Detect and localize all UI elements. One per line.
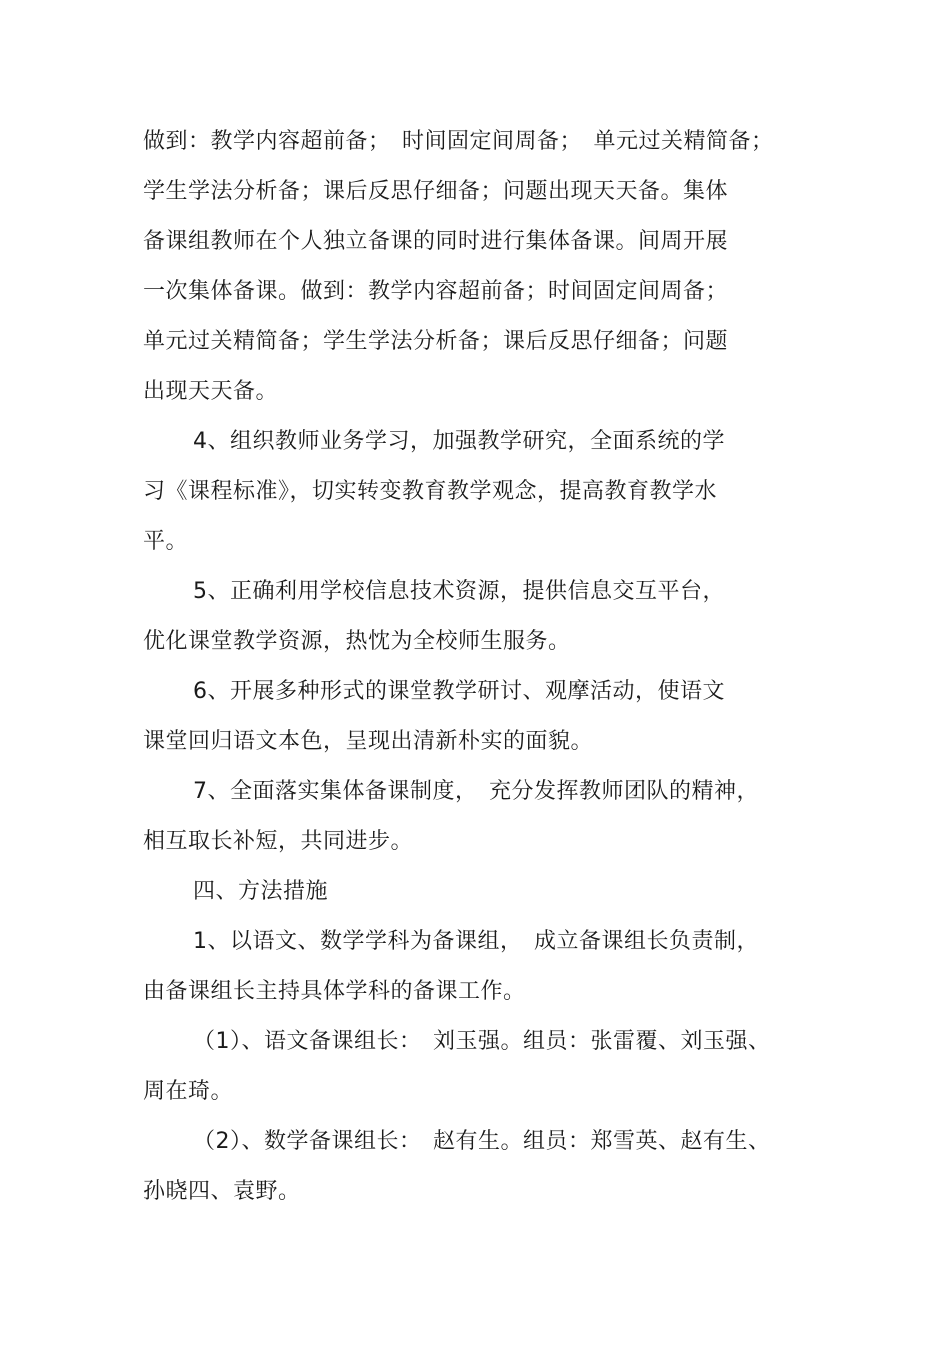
text-line: 做到：教学内容超前备； 时间固定间周备； 单元过关精简备；: [143, 129, 774, 154]
text-line: 一次集体备课。做到：教学内容超前备；时间固定间周备；: [143, 279, 729, 304]
chinese-group-line: （1）、语文备课组长： 刘玉强。组员：张雷覆、刘玉强、: [193, 1029, 771, 1054]
text-line: 课堂回归语文本色，呈现出清新朴实的面貌。: [143, 729, 594, 754]
text-line: 由备课组长主持具体学科的备课工作。: [143, 979, 526, 1004]
text-line: 出现天天备。: [143, 379, 279, 404]
paragraph-4-start: 4、组织教师业务学习，加强教学研究，全面系统的学: [193, 429, 725, 454]
text-line: 周在琦。: [143, 1079, 234, 1104]
paragraph-6-start: 6、开展多种形式的课堂教学研讨、观摩活动，使语文: [193, 679, 725, 704]
measure-1-start: 1、以语文、数学学科为备课组， 成立备课组长负责制，: [193, 929, 759, 954]
math-group-line: （2）、数学备课组长： 赵有生。组员：郑雪英、赵有生、: [193, 1129, 771, 1154]
text-line: 习《课程标准》，切实转变教育教学观念，提高教育教学水: [143, 479, 718, 504]
paragraph-5-start: 5、正确利用学校信息技术资源，提供信息交互平台，: [193, 579, 725, 604]
text-line: 孙晓四、袁野。: [143, 1179, 301, 1204]
section-heading: 四、方法措施: [193, 879, 329, 904]
text-line: 相互取长补短，共同进步。: [143, 829, 414, 854]
paragraph-7-start: 7、全面落实集体备课制度， 充分发挥教师团队的精神，: [193, 779, 759, 804]
text-line: 平。: [143, 529, 189, 554]
text-line: 学生学法分析备；课后反思仔细备；问题出现天天备。集体: [143, 179, 729, 204]
text-line: 单元过关精简备；学生学法分析备；课后反思仔细备；问题: [143, 329, 729, 354]
text-line: 优化课堂教学资源，热忱为全校师生服务。: [143, 629, 571, 654]
text-line: 备课组教师在个人独立备课的同时进行集体备课。间周开展: [143, 229, 729, 254]
